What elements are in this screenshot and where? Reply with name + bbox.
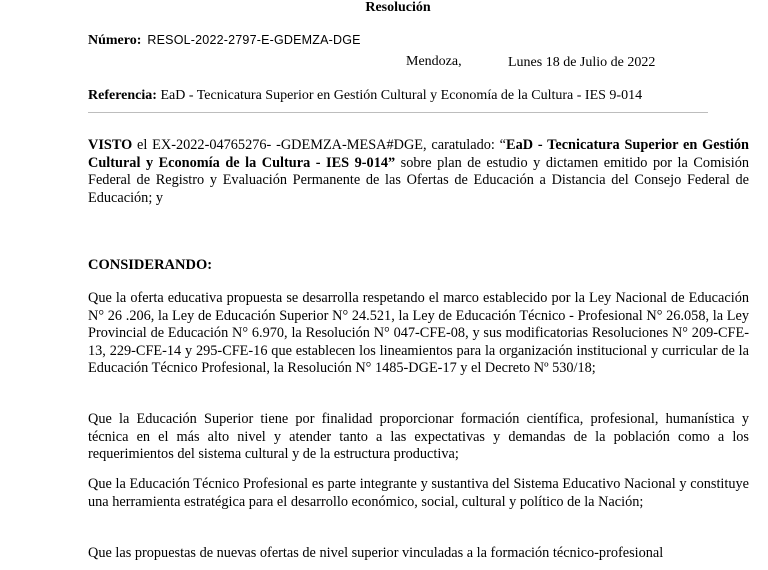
resolution-number [88, 33, 361, 49]
header-divider [88, 112, 708, 113]
numero-label: Número: [88, 33, 142, 48]
visto-label: VISTO [88, 137, 133, 153]
considerando-heading: CONSIDERANDO: [88, 257, 213, 273]
city: Mendoza, [406, 54, 462, 69]
numero-value: RESOL-2022-2797-E-GDEMZA-DGE [147, 33, 361, 47]
date: Lunes 18 de Julio de 2022 [508, 55, 656, 70]
considerando-paragraph-1: Que la oferta educativa propuesta se desarrolla respetando el marco establecido por la Ley Nacional de Educación N° 26 .206, la Ley de Educación Superior N° 24.521, la Ley de Educación Técnico - Profesional N° 26.058, la Ley Provincial de Educación N° 6.970, la Resolución N° 047-CFE-08, y sus modificatorias Resoluciones N° 209-CFE-13, 229-CFE-14 y 295-CFE-16 que establecen los lineamientos para la organización institucional y curricular de la Educación Técnico Profesional, la Resolución N° 1485-DGE-17 y el Decreto Nº 530/18; [88, 290, 749, 376]
considerando-paragraph-3: Que la Educación Técnico Profesional es parte integrante y sustantiva del Sistema Educativo Nacional y constituye una herramienta estratégica para el desarrollo económico, social, cultural y político de la Nación; [88, 476, 749, 510]
considerando-paragraph-2: Que la Educación Superior tiene por finalidad proporcionar formación científica, profesional, humanística y técnica en el más alto nivel y atender tanto a las expectativas y demandas de la población como a los requerimientos del sistema cultural y de la estructura productiva; [88, 411, 749, 462]
considerando-paragraph-4: Que las propuestas de nuevas ofertas de nivel superior vinculadas a la formación técnico-profesional [88, 545, 664, 561]
document-title: Resolución [365, 0, 431, 15]
visto-paragraph [88, 137, 749, 207]
referencia-label: Referencia: [88, 88, 157, 103]
referencia-value: EaD - Tecnicatura Superior en Gestión Cultural y Economía de la Cultura - IES 9-014 [160, 88, 643, 103]
visto-bold-title: EaD - Tecnicatura Superior en Gestión Cultural y Economía de la Cultura - IES 9-014” [88, 137, 749, 171]
referencia [88, 88, 642, 104]
visto-text-a: el EX-2022-04765276- -GDEMZA-MESA#DGE, caratulado: “ [132, 137, 507, 153]
visto-text-b: sobre plan de estudio y dictamen emitido por la Comisión Federal de Registro y Evaluación Permanente de las Ofertas de Educación a Distancia del Consejo Federal de Educación; y [88, 154, 749, 206]
